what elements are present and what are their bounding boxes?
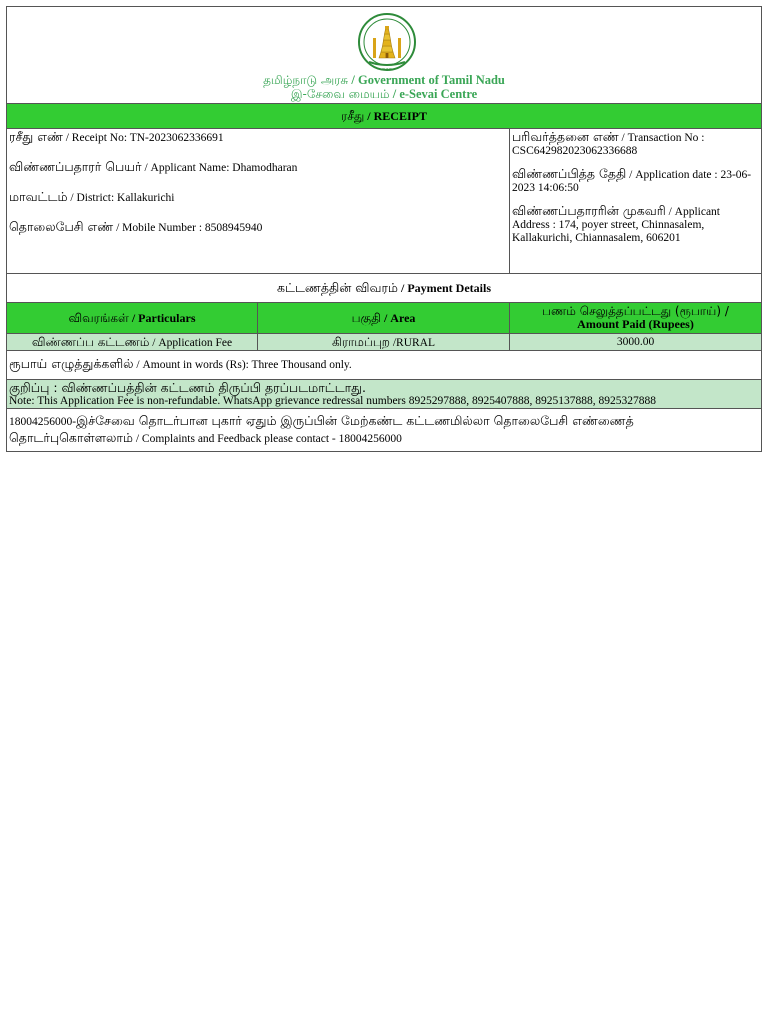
- complaint-contact: [7, 409, 761, 451]
- payment-table-header: [7, 303, 761, 334]
- application-date-value: / Application date : 23-06-2023 14:06:50: [512, 169, 752, 194]
- centre-title-ta: இ-சேவை மையம்: [290, 87, 390, 101]
- receipt-number-label-ta: ரசீது எண்: [9, 129, 63, 144]
- government-title-ta: தமிழ்நாடு அரசு: [263, 73, 349, 87]
- district-label-ta: மாவட்டம்: [9, 189, 68, 204]
- complaint-text-en: / Complaints and Feedback please contact - 18004256000: [132, 433, 402, 445]
- application-date-label-ta: விண்ணப்பித்த தேதி: [512, 166, 627, 181]
- application-date: [512, 167, 759, 195]
- complaint-text-ta: இச்சேவை தொடர்பான புகார் ஏதும் இருப்பின் மேற்கண்ட கட்டணமில்லா தொலைபேசி எண்ணைத் தொடர்புகொள்ளலாம்: [9, 413, 634, 445]
- transaction-number-label-ta: பரிவர்த்தனை எண்: [512, 129, 619, 144]
- column-area-ta: பகுதி: [351, 310, 381, 325]
- cell-particular-en: / Application Fee: [149, 337, 233, 349]
- government-title-en: / Government of Tamil Nadu: [348, 73, 505, 87]
- cell-area-en: /RURAL: [389, 337, 436, 349]
- receipt-info: [7, 129, 761, 274]
- mobile-number-value: / Mobile Number : 8508945940: [113, 222, 263, 234]
- cell-area: [258, 334, 510, 350]
- centre-title-en: / e-Sevai Centre: [389, 87, 478, 101]
- applicant-address: [512, 204, 759, 245]
- payment-details-title-ta: கட்டணத்தின் விவரம்: [277, 280, 398, 295]
- table-row: [7, 334, 761, 351]
- refund-note-ta: குறிப்பு : விண்ணப்பத்தின் கட்டணம் திருப்பி தரப்படமாட்டாது.: [9, 380, 366, 395]
- receipt-title-ta: ரசீது: [341, 109, 365, 123]
- column-particulars-en: / Particulars: [128, 310, 196, 325]
- column-amount-ta: பணம் செலுத்தப்பட்டது (ரூபாய்) /: [542, 304, 729, 318]
- complaint-number: 18004256000-: [9, 416, 77, 428]
- applicant-name: [9, 160, 507, 175]
- cell-particular-ta: விண்ணப்ப கட்டணம்: [31, 335, 150, 349]
- column-header-area: [258, 303, 510, 333]
- district: [9, 190, 507, 205]
- receipt-header: [7, 7, 761, 104]
- column-header-amount: [510, 303, 761, 333]
- cell-area-ta: கிராமப்புற: [331, 335, 390, 349]
- column-header-particulars: [7, 303, 258, 333]
- tamil-nadu-emblem-icon: [357, 12, 417, 74]
- info-right-column: [510, 129, 761, 273]
- applicant-address-label-ta: விண்ணப்பதாரரின் முகவரி: [512, 203, 666, 218]
- receipt-number: [9, 130, 507, 145]
- transaction-number-value: / Transaction No : CSC642982023062336688: [512, 132, 705, 157]
- cell-particular: [7, 334, 258, 350]
- refund-note-en: Note: This Application Fee is non-refundable. WhatsApp grievance redressal numbers 8925297888, 8925407888, 8925137888, 8925327888: [9, 395, 656, 407]
- receipt-title-en: / RECEIPT: [364, 109, 427, 123]
- amount-in-words: [7, 351, 761, 380]
- mobile-number: [9, 220, 507, 235]
- mobile-number-label-ta: தொலைபேசி எண்: [9, 219, 114, 234]
- info-left-column: [7, 129, 510, 273]
- column-particulars-ta: விவரங்கள்: [68, 310, 129, 325]
- receipt-document: [6, 6, 762, 452]
- receipt-title-bar: [7, 104, 761, 129]
- svg-text:~~~: ~~~: [381, 66, 393, 71]
- amount-in-words-ta: ரூபாய் எழுத்துக்களில்: [9, 356, 134, 371]
- district-value: / District: Kallakurichi: [67, 192, 175, 204]
- applicant-name-value: / Applicant Name: Dhamodharan: [141, 162, 298, 174]
- applicant-address-value: / Applicant Address : 174, poyer street, Chinnasalem, Kallakurichi, Chiannasalem, 606201: [512, 206, 720, 244]
- payment-details-title: [7, 274, 761, 303]
- transaction-number: [512, 130, 759, 158]
- applicant-name-label-ta: விண்ணப்பதாரர் பெயர்: [9, 159, 142, 174]
- column-amount-en: Amount Paid (Rupees): [577, 317, 694, 331]
- refund-note: [7, 380, 761, 409]
- column-area-en: / Area: [380, 310, 416, 325]
- receipt-number-value: / Receipt No: TN-2023062336691: [62, 132, 224, 144]
- cell-amount: 3000.00: [616, 336, 655, 348]
- centre-title: [7, 87, 761, 103]
- payment-details-title-en: / Payment Details: [398, 281, 491, 295]
- amount-in-words-en: / Amount in words (Rs): Three Thousand only.: [133, 359, 352, 371]
